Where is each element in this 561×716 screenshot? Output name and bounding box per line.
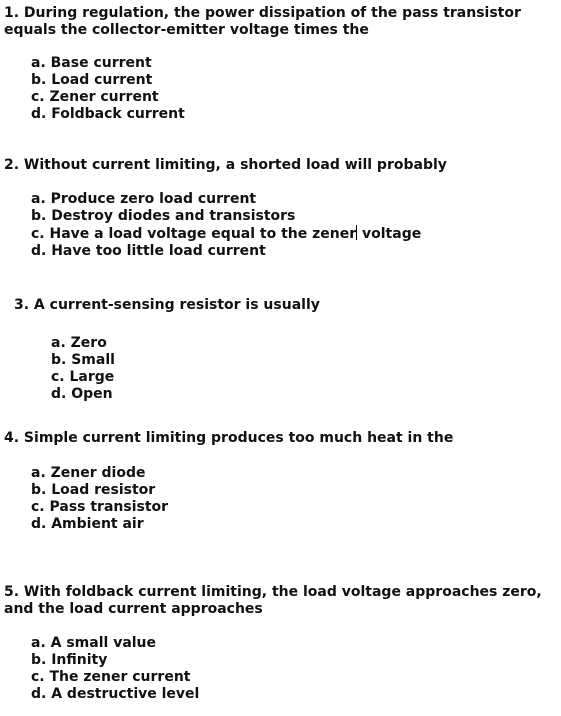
- question-5-option-b: b. Infinity: [31, 652, 108, 668]
- question-4-option-d: d. Ambient air: [31, 516, 144, 532]
- question-2-options: [0, 191, 561, 260]
- question-3-option-b: b. Small: [51, 352, 115, 368]
- question-5-stem: 5. With foldback current limiting, the load voltage approaches zero, and the load current approaches: [4, 584, 542, 617]
- question-2-option-b: b. Destroy diodes and transistors: [31, 208, 296, 224]
- question-1-stem: 1. During regulation, the power dissipation of the pass transistor equals the collector-emitter voltage times the: [4, 5, 521, 38]
- question-1-option-a: a. Base current: [31, 55, 152, 71]
- question-2: [0, 157, 561, 260]
- question-5: [0, 584, 561, 703]
- question-4: [0, 430, 561, 533]
- question-4-options: [0, 465, 561, 533]
- question-4-option-c: c. Pass transistor: [31, 499, 169, 515]
- question-5-option-a: a. A small value: [31, 635, 157, 651]
- question-1-option-b: b. Load current: [31, 72, 153, 88]
- question-2-option-c-text-before-caret: c. Have a load voltage equal to the zener: [31, 226, 357, 242]
- question-3-option-d: d. Open: [51, 386, 113, 402]
- question-3: [0, 297, 561, 403]
- question-3-option-c: c. Large: [51, 369, 115, 385]
- question-4-option-a: a. Zener diode: [31, 465, 146, 481]
- question-2-option-d: d. Have too little load current: [31, 243, 266, 259]
- question-3-option-a: a. Zero: [51, 335, 107, 351]
- question-4-option-b: b. Load resistor: [31, 482, 156, 498]
- question-1-option-d: d. Foldback current: [31, 106, 185, 122]
- question-2-stem: 2. Without current limiting, a shorted load will probably: [4, 157, 447, 173]
- question-1-options: [0, 55, 561, 123]
- question-3-options: [0, 335, 561, 403]
- question-3-stem: 3. A current-sensing resistor is usually: [14, 297, 320, 313]
- question-2-option-c: [0, 225, 561, 243]
- question-5-option-d: d. A destructive level: [31, 686, 200, 702]
- question-1-option-c: c. Zener current: [31, 89, 159, 105]
- question-4-stem: 4. Simple current limiting produces too much heat in the: [4, 430, 454, 446]
- question-1: [0, 5, 561, 123]
- question-2-option-a: a. Produce zero load current: [31, 191, 257, 207]
- question-5-options: [0, 635, 561, 703]
- question-2-option-c-text-after-caret: voltage: [357, 226, 422, 242]
- question-5-option-c: c. The zener current: [31, 669, 191, 685]
